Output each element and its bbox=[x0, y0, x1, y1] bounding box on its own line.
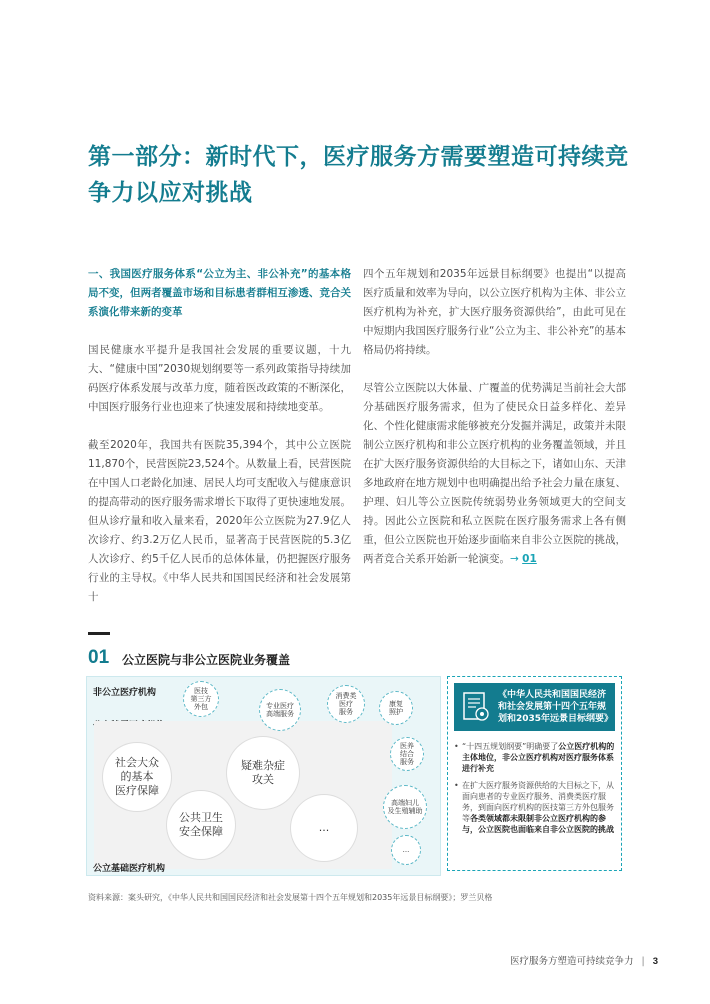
paragraph: 四个五年规划和2035年远景目标纲要》也提出“以提高医疗质量和效率为导向，以公立医疗机构为主体、非公立医疗机构为补充，扩大医疗服务资源供给”，由此可见在中短期内我国医疗服务行业“公立为主、非公补充”的基本格局仍将持续。 bbox=[363, 268, 626, 356]
bubble-complex-disease: 疑难杂症 攻关 bbox=[227, 737, 299, 809]
figure-title: 公立医院与非公立医院业务覆盖 bbox=[122, 653, 291, 667]
paragraph bbox=[363, 379, 626, 569]
policy-callout bbox=[447, 676, 622, 871]
list-item bbox=[454, 780, 615, 835]
bubble-premium-service: 专业医疗 高端服务 bbox=[259, 689, 301, 731]
bubble-public-health: 公共卫生 安全保障 bbox=[167, 791, 235, 859]
left-column bbox=[88, 265, 351, 626]
figure-number: 01 bbox=[88, 647, 110, 668]
label-public-basic-institutions: 公立基础医疗机构 bbox=[93, 864, 166, 874]
bullet-bold-text: 各类领域都未限制非公立医疗机构的参与，公立医院也面临来自非公立医院的挑战 bbox=[462, 814, 614, 834]
callout-heading: 《中华人民共和国国民经济和社会发展第十四个五年规划和2035年远景目标纲要》 bbox=[498, 690, 614, 724]
arrow-right-icon: → bbox=[510, 553, 519, 565]
label-private-institutions: 非公立医疗机构 bbox=[93, 688, 157, 698]
figure-link[interactable]: 01 bbox=[522, 553, 537, 565]
paragraph: 截至2020年，我国共有医院35,394个，其中公立医院11,870个，民营医院23,524个。从数量上看，民营医院在中国人口老龄化加速、居民人均可支配收入与健康意识的提高带动的医疗服务需求增长下取得了更快速地发展。但从诊疗量和收入量来看，2020年公立医院为27.9亿人次诊疗、约3.2万亿人民币，显著高于民营医院的5.3亿人次诊疗、约5千亿人民币的总体体量，仍把握医疗服务行业的主导权。《中华人民共和国国民经济和社会发展第十 bbox=[88, 439, 351, 603]
bubble-more: ... bbox=[291, 795, 357, 861]
page-title: 第一部分：新时代下，医疗服务方需要塑造可持续竞争力以应对挑战 bbox=[88, 144, 629, 206]
bubble-more-small: ... bbox=[391, 835, 421, 865]
callout-header bbox=[454, 683, 615, 731]
bullet-bold-text: 公立医疗机构的主体地位，非公立医疗机构对医疗服务体系进行补充 bbox=[462, 742, 615, 773]
bubble-basic-medical-security: 社会大众 的基本 医疗保障 bbox=[103, 743, 171, 811]
bubble-outsourcing: 医技 第三方 外包 bbox=[183, 681, 219, 717]
list-item bbox=[454, 741, 615, 774]
bubble-eldercare: 医养 结合 服务 bbox=[390, 737, 424, 771]
bubble-maternity-reproductive: 高端妇儿 及生殖辅助 bbox=[383, 785, 427, 829]
paragraph-text: 尽管公立医院以大体量、广覆盖的优势满足当前社会大部分基础医疗服务需求，但为了使民众日益多样化、差异化、个性化健康需求能够被充分发掘并满足，政策并未限制公立医疗机构和非公立医疗机构的业务覆盖领域，并且在扩大医疗服务资源供给的大目标之下，诸如山东、天津多地政府在地方规划中也明确提出给予社会力量在康复、护理、妇儿等公立医院传统弱势业务领域更大的空间支持。因此公立医院和私立医院在医疗服务需求上各有侧重，但公立医院也开始逐步面临来自非公立医院的挑战，两者竞合关系开始新一轮演变。 bbox=[363, 382, 626, 565]
bubble-consumer-medical: 消费类 医疗 服务 bbox=[327, 685, 365, 723]
footer-separator: | bbox=[641, 956, 645, 967]
bullet-text: “十四五规划纲要”明确要了 bbox=[462, 742, 559, 751]
callout-bullets bbox=[454, 741, 615, 835]
bullet-text: 在扩大医疗服务资源供给的大目标之下，从面向患者的专业医疗服务、消费类医疗服务，到面向医疗机构的医技第三方外包服务等 bbox=[462, 781, 614, 823]
bubble-rehab-care: 康复 照护 bbox=[379, 691, 413, 725]
page-footer bbox=[510, 953, 658, 967]
coverage-diagram bbox=[86, 676, 441, 876]
source-note: 资料来源：案头研究，《中华人民共和国国民经济和社会发展第十四个五年规划和2035年远景目标纲要》；罗兰贝格 bbox=[88, 893, 493, 902]
footer-text: 医疗服务方塑造可持续竞争力 bbox=[509, 956, 634, 967]
page-number: 3 bbox=[652, 956, 658, 967]
paragraph: 国民健康水平提升是我国社会发展的重要议题，十九大、“健康中国”2030规划纲要等一系列政策指导持续加码医疗体系发展与改革力度，随着医改政策的不断深化，中国医疗服务行业也迎来了快速发展和持续地变革。 bbox=[88, 344, 351, 413]
section-subheading: 一、我国医疗服务体系“公立为主、非公补充”的基本格局不变，但两者覆盖市场和目标患者群相互渗透、竞合关系演化带来新的变革 bbox=[88, 268, 351, 318]
right-column bbox=[363, 265, 626, 588]
document-icon bbox=[458, 690, 492, 724]
section-divider bbox=[88, 632, 110, 635]
